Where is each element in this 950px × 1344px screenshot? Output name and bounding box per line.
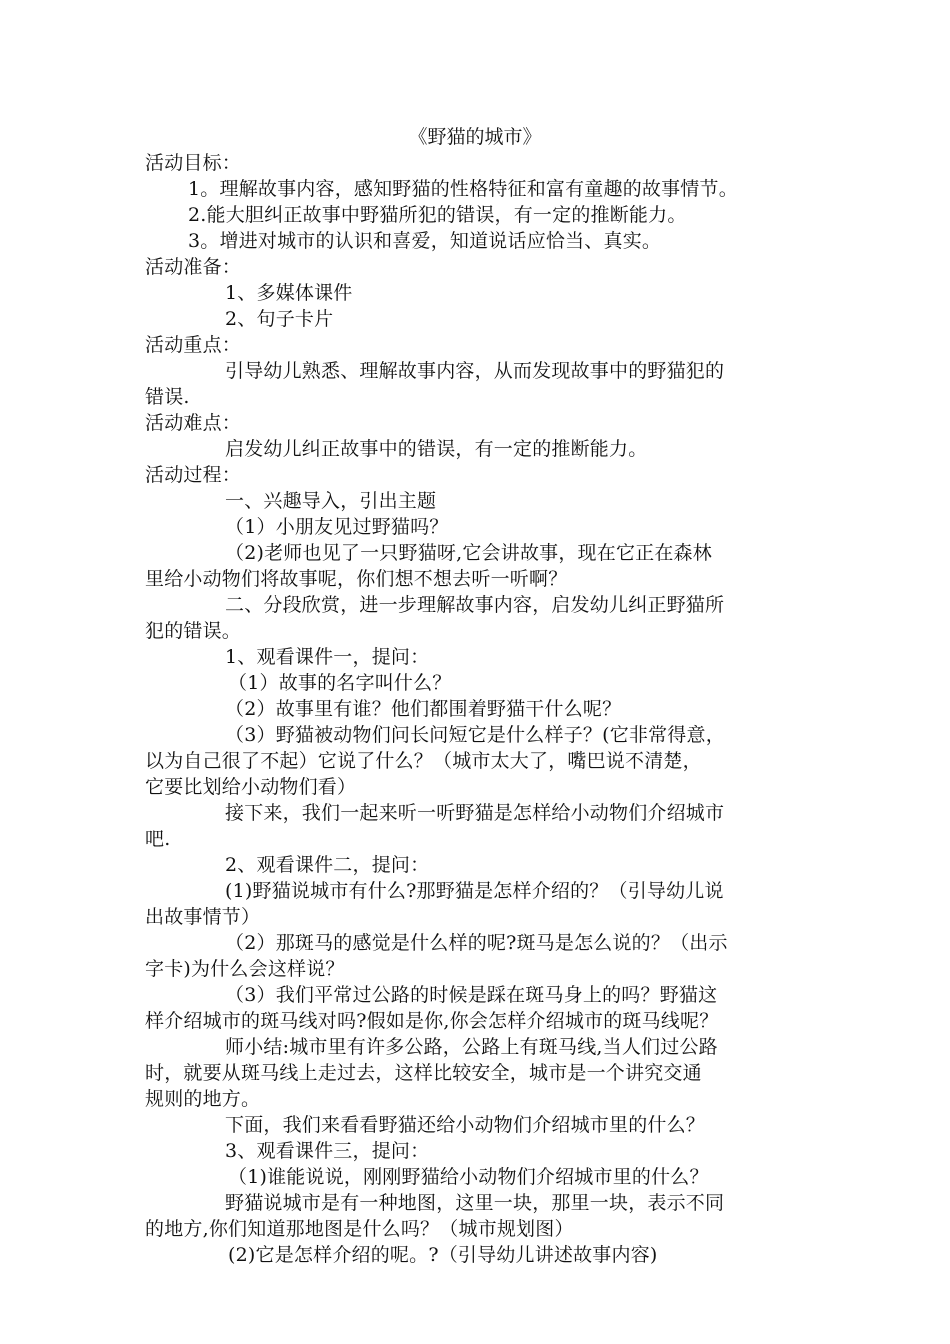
paragraph-line: 下面，我们来看看野猫还给小动物们介绍城市里的什么？ bbox=[225, 1114, 706, 1136]
section-heading-goals: 活动目标： bbox=[145, 152, 242, 174]
goal-item-1: 1。理解故事内容，感知野猫的性格特征和富有童趣的故事情节。 bbox=[188, 178, 738, 200]
document-title: 《野猫的城市》 bbox=[408, 126, 542, 148]
process-subheading: 二、分段欣赏，进一步理解故事内容，启发幼儿纠正野猫所 bbox=[225, 594, 725, 616]
preparation-item-2: 2、句子卡片 bbox=[225, 308, 334, 330]
paragraph-line: 野猫说城市是有一种地图，这里一块，那里一块，表示不同 bbox=[225, 1192, 725, 1214]
paragraph-line: 接下来，我们一起来听一听野猫是怎样给小动物们介绍城市 bbox=[225, 802, 725, 824]
paragraph-line: 错误. bbox=[145, 386, 190, 408]
goal-item-2: 2.能大胆纠正故事中野猫所犯的错误，有一定的推断能力。 bbox=[188, 204, 687, 226]
paragraph-line: 以为自己很了不起）它说了什么？（城市太大了，嘴巴说不清楚， bbox=[145, 750, 702, 772]
process-subheading: 1、观看课件一，提问： bbox=[225, 646, 430, 668]
paragraph-line: （2）那斑马的感觉是什么样的呢?斑马是怎么说的？（出示 bbox=[225, 932, 728, 954]
section-heading-focus: 活动重点： bbox=[145, 334, 242, 356]
paragraph-line: 出故事情节） bbox=[145, 906, 261, 928]
paragraph-line: 吧. bbox=[145, 828, 171, 850]
process-subheading: 2、观看课件二，提问： bbox=[225, 854, 430, 876]
paragraph-line: (1)野猫说城市有什么?那野猫是怎样介绍的？（引导幼儿说 bbox=[225, 880, 724, 902]
paragraph-line: （2)老师也见了一只野猫呀,它会讲故事，现在它正在森林 bbox=[225, 542, 712, 564]
paragraph-line: 它要比划给小动物们看） bbox=[145, 776, 357, 798]
paragraph-line: 样介绍城市的斑马线对吗?假如是你,你会怎样介绍城市的斑马线呢？ bbox=[145, 1010, 719, 1032]
paragraph-line: 里给小动物们将故事呢，你们想不想去听一听啊？ bbox=[145, 568, 568, 590]
paragraph-line: (2)它是怎样介绍的呢。?（引导幼儿讲述故事内容) bbox=[228, 1244, 658, 1266]
paragraph-line: （1）小朋友见过野猫吗？ bbox=[225, 516, 449, 538]
paragraph-line: 的地方,你们知道那地图是什么吗？（城市规划图） bbox=[145, 1218, 574, 1240]
paragraph-line: 时，就要从斑马线上走过去，这样比较安全，城市是一个讲究交通 bbox=[145, 1062, 702, 1084]
paragraph-line: （3）我们平常过公路的时候是踩在斑马身上的吗？野猫这 bbox=[225, 984, 718, 1006]
section-heading-process: 活动过程： bbox=[145, 464, 242, 486]
paragraph-line: 规则的地方。 bbox=[145, 1088, 261, 1110]
paragraph-line: （3）野猫被动物们问长问短它是什么样子？(它非常得意， bbox=[225, 724, 725, 746]
paragraph-line: 引导幼儿熟悉、理解故事内容，从而发现故事中的野猫犯的 bbox=[225, 360, 725, 382]
paragraph-line: 师小结:城市里有许多公路，公路上有斑马线,当人们过公路 bbox=[225, 1036, 718, 1058]
paragraph-line: （1)谁能说说，刚刚野猫给小动物们介绍城市里的什么？ bbox=[228, 1166, 709, 1188]
paragraph-line: （2）故事里有谁？他们都围着野猫干什么呢？ bbox=[225, 698, 622, 720]
process-subheading: 一、兴趣导入，引出主题 bbox=[225, 490, 437, 512]
paragraph-line: 字卡)为什么会这样说？ bbox=[145, 958, 345, 980]
section-heading-difficulty: 活动难点： bbox=[145, 412, 242, 434]
preparation-item-1: 1、多媒体课件 bbox=[225, 282, 353, 304]
paragraph-line: 启发幼儿纠正故事中的错误，有一定的推断能力。 bbox=[225, 438, 648, 460]
paragraph-line: 犯的错误。 bbox=[145, 620, 242, 642]
process-subheading: 3、观看课件三，提问： bbox=[225, 1140, 430, 1162]
paragraph-line: （1）故事的名字叫什么？ bbox=[228, 672, 452, 694]
section-heading-preparation: 活动准备： bbox=[145, 256, 242, 278]
goal-item-3: 3。增进对城市的认识和喜爱，知道说话应恰当、真实。 bbox=[188, 230, 662, 252]
